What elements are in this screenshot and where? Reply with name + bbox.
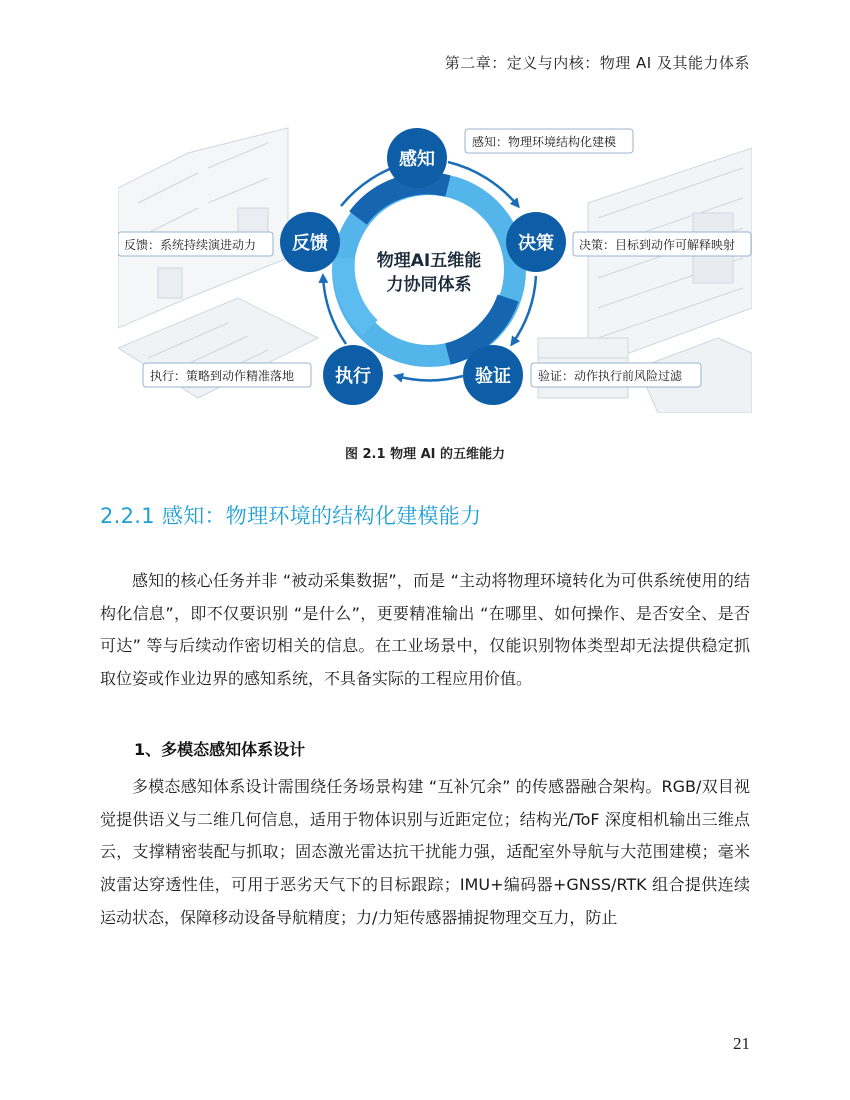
callout-text: 决策：目标到动作可解释映射 bbox=[579, 238, 736, 252]
callout-text: 感知：物理环境结构化建模 bbox=[472, 135, 617, 149]
callout-perception bbox=[465, 129, 633, 153]
node-label: 决策 bbox=[518, 233, 554, 254]
callout-decision bbox=[573, 232, 751, 256]
callout-text: 验证：动作执行前风险过滤 bbox=[538, 369, 683, 383]
page-number: 21 bbox=[733, 1034, 750, 1053]
callout-execution bbox=[143, 363, 311, 387]
center-label-line1: 物理AI五维能 bbox=[376, 251, 482, 271]
node-execution bbox=[323, 345, 383, 405]
callout-text: 反馈：系统持续演进动力 bbox=[124, 238, 257, 252]
node-label: 反馈 bbox=[292, 233, 328, 254]
callout-feedback bbox=[118, 232, 273, 256]
center-label-line2: 力协同体系 bbox=[386, 275, 472, 295]
body-paragraph-1: 感知的核心任务并非 “被动采集数据”，而是 “主动将物理环境转化为可供系统使用的结构化信息”，即不仅要识别 “是什么”，更要精准输出 “在哪里、如何操作、是否安全、是否可达” 等与后续动作密切相关的信息。在工业场景中，仅能识别物体类型却无法提供稳定抓取位姿或作业边界的感知系统，不具备实际的工程应用价值。 bbox=[100, 571, 750, 689]
node-label: 执行 bbox=[335, 366, 371, 387]
node-perception bbox=[387, 128, 447, 188]
figure-caption: 图 2.1 物理 AI 的五维能力 bbox=[344, 447, 506, 462]
callout-verification bbox=[531, 363, 701, 387]
body-paragraph-2: 多模态感知体系设计需围绕任务场景构建 “互补冗余” 的传感器融合架构。RGB/双目视觉提供语义与二维几何信息，适用于物体识别与近距定位；结构光/ToF 深度相机输出三维点云，支撑精密装配与抓取；固态激光雷达抗干扰能力强，适配室外导航与大范围建模；毫米波雷达穿透性佳，可用于恶劣天气下的目标跟踪；IMU+编码器+GNSS/RTK 组合提供连续运动状态，保障移动设备导航精度；力/力矩传感器捕捉物理交互力，防止 bbox=[100, 777, 750, 927]
node-verification bbox=[463, 345, 523, 405]
five-capabilities-figure bbox=[118, 108, 752, 413]
node-label: 感知 bbox=[399, 149, 435, 170]
running-header: 第二章：定义与内核：物理 AI 及其能力体系 bbox=[444, 54, 750, 72]
node-label: 验证 bbox=[475, 366, 511, 387]
node-feedback bbox=[280, 212, 340, 272]
section-title: 2.2.1 感知：物理环境的结构化建模能力 bbox=[100, 504, 482, 528]
sub-heading: 1、多模态感知体系设计 bbox=[134, 740, 306, 759]
callout-text: 执行：策略到动作精准落地 bbox=[150, 369, 295, 383]
node-decision bbox=[506, 212, 566, 272]
